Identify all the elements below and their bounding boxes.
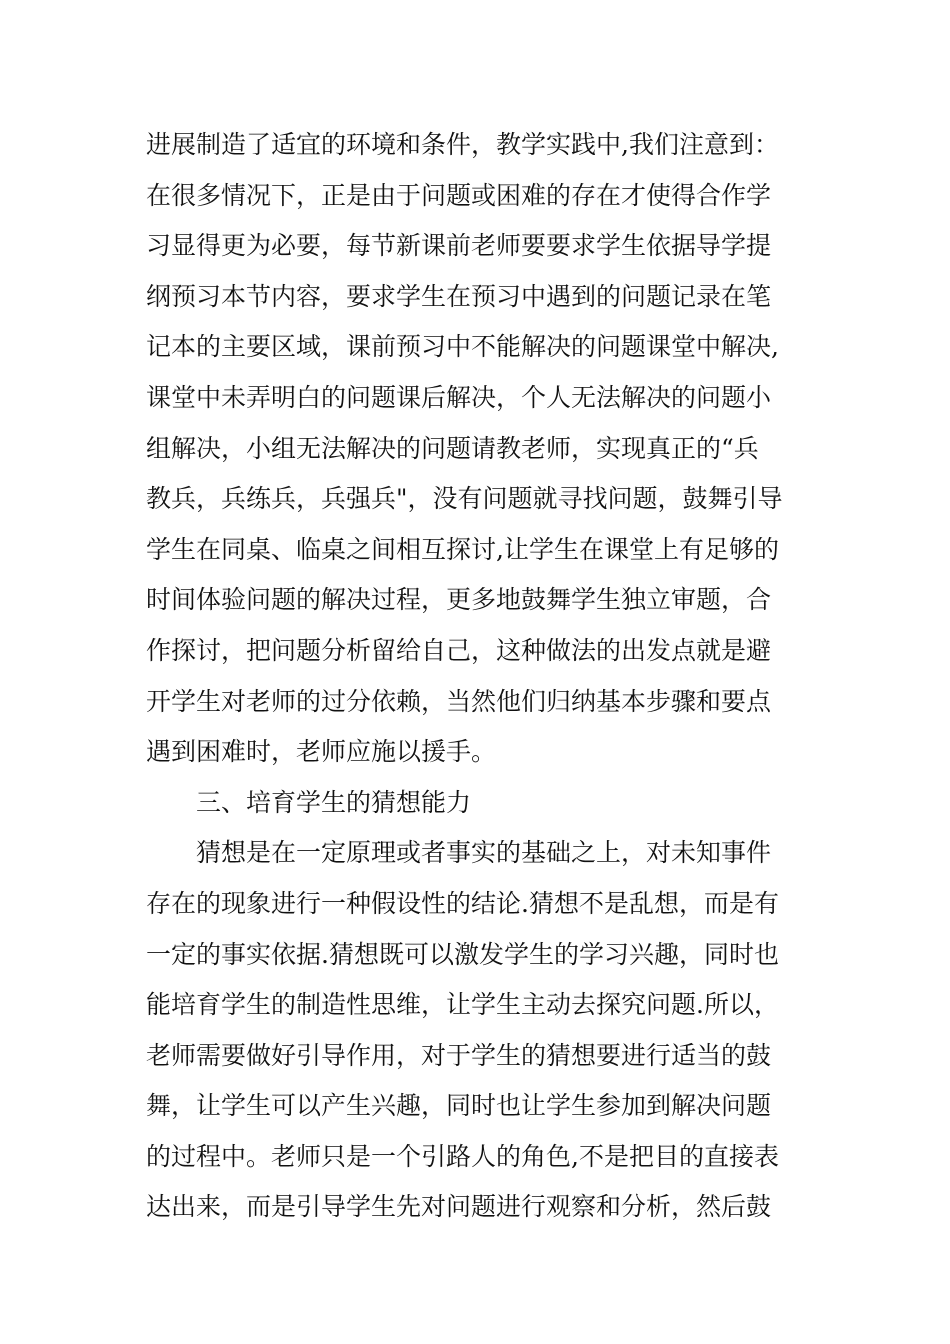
text-line: 组解决，小组无法解决的问题请教老师，实现真正的“兵: [146, 433, 759, 463]
text-line: 达出来，而是引导学生先对问题进行观察和分析，然后鼓: [146, 1192, 772, 1222]
text-line: 记本的主要区域，课前预习中不能解决的问题课堂中解决,: [146, 332, 779, 362]
text-line: 学生在同桌、临桌之间相互探讨,让学生在课堂上有足够的: [146, 534, 779, 564]
body-text: [146, 120, 796, 1233]
text-line: 作探讨，把问题分析留给自己，这种做法的出发点就是避: [146, 635, 772, 665]
text-line: 习显得更为必要，每节新课前老师要要求学生依据导学提: [146, 231, 772, 261]
text-line: 存在的现象进行一种假设性的结论.猜想不是乱想，而是有: [146, 888, 779, 918]
text-line: 教兵，兵练兵，兵强兵"，没有问题就寻找问题，鼓舞引导: [146, 484, 783, 514]
paragraph-first-line: 猜想是在一定原理或者事实的基础之上，对未知事件: [196, 838, 772, 868]
text-line: 遇到困难时，老师应施以援手。: [146, 737, 497, 767]
text-line: 在很多情况下，正是由于问题或困难的存在才使得合作学: [146, 180, 772, 210]
text-line: 的过程中。老师只是一个引路人的角色,不是把目的直接表: [146, 1141, 779, 1171]
text-line: 纲预习本节内容，要求学生在预习中遇到的问题记录在笔: [146, 281, 772, 311]
text-line: 课堂中未弄明白的问题课后解决，个人无法解决的问题小: [146, 382, 772, 412]
text-line: 进展制造了适宜的环境和条件，教学实践中,我们注意到：: [146, 130, 779, 159]
text-line: 开学生对老师的过分依赖，当然他们归纳基本步骤和要点: [146, 686, 772, 716]
text-line: 能培育学生的制造性思维，让学生主动去探究问题.所以，: [146, 990, 779, 1020]
text-line: 一定的事实依据.猜想既可以激发学生的学习兴趣，同时也: [146, 939, 779, 969]
section-heading: 三、培育学生的猜想能力: [196, 787, 472, 817]
text-line: 老师需要做好引导作用，对于学生的猜想要进行适当的鼓: [146, 1040, 772, 1070]
text-line: 舞，让学生可以产生兴趣，同时也让学生参加到解决问题: [146, 1091, 772, 1121]
text-line: 时间体验问题的解决过程，更多地鼓舞学生独立审题，合: [146, 585, 772, 615]
